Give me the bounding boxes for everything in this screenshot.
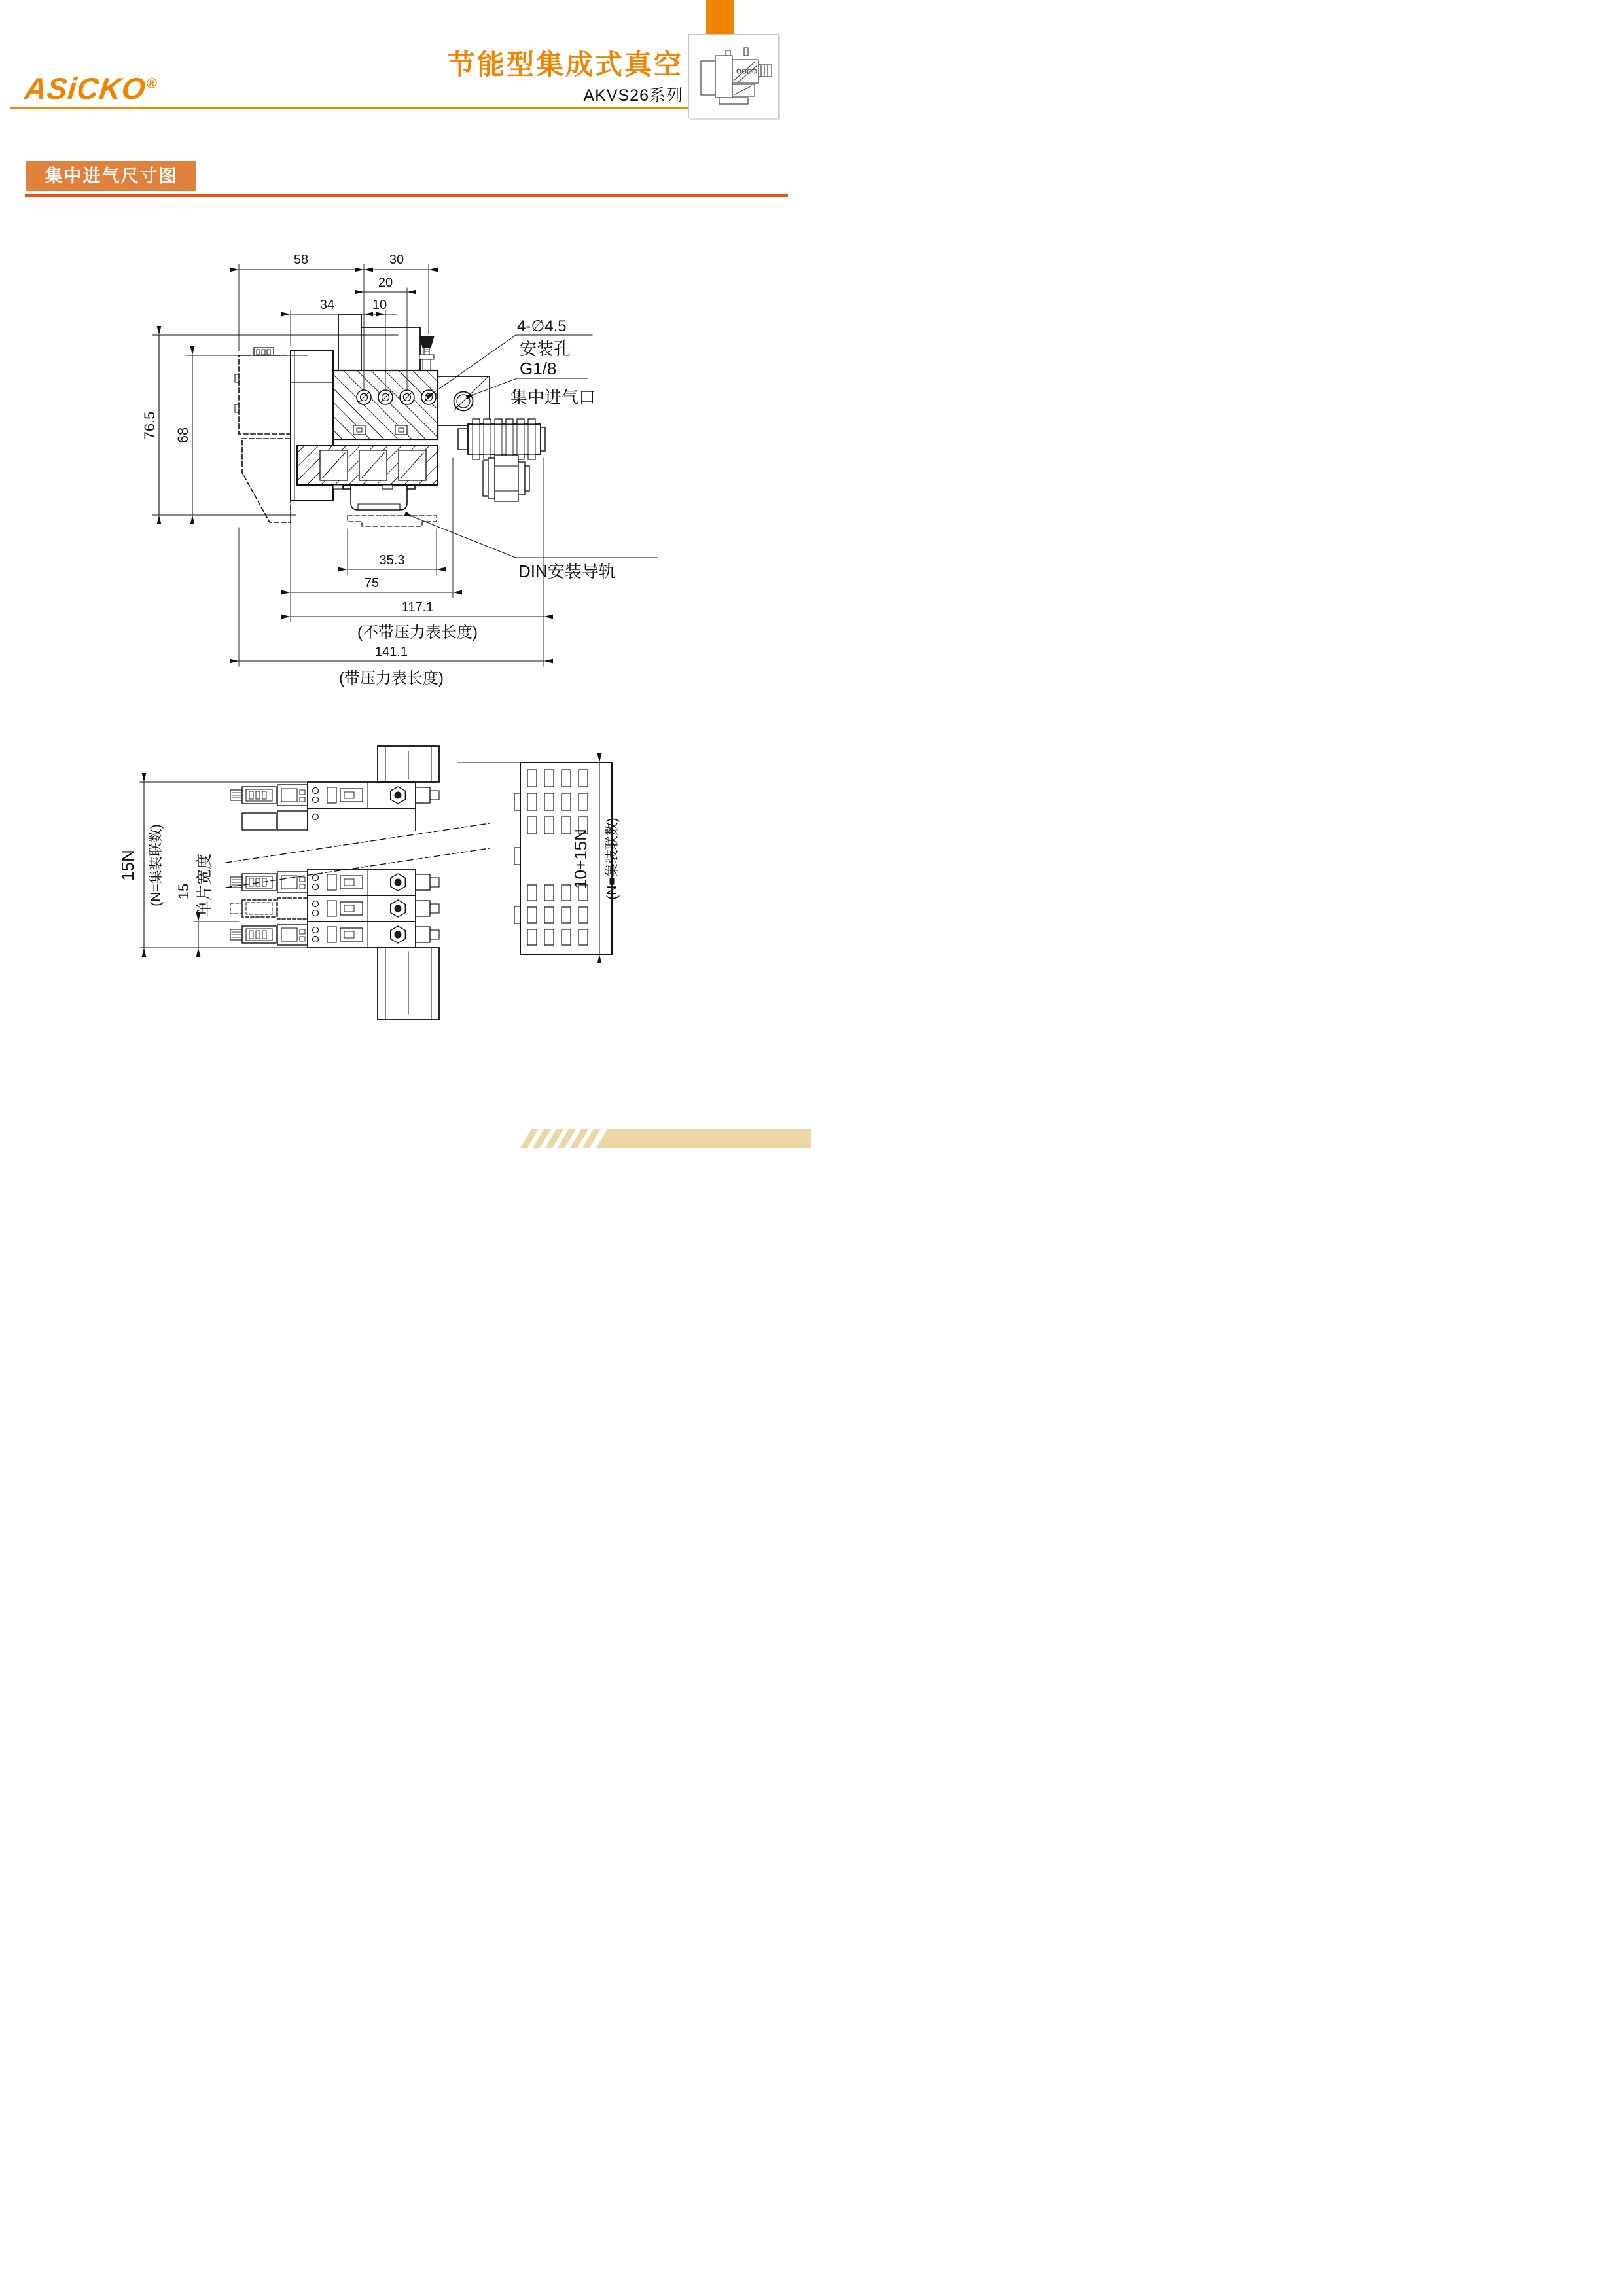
dim-117-1: 117.1 (401, 600, 434, 615)
dim-75: 75 (364, 576, 380, 590)
registered-mark: ® (145, 75, 158, 92)
technical-drawings (0, 0, 812, 1148)
dim-34: 34 (319, 298, 335, 312)
dim-76-5: 76.5 (141, 411, 158, 440)
inlet-port-block (438, 376, 490, 425)
station-row (230, 782, 439, 808)
datasheet-page (0, 0, 812, 1148)
footer-band (596, 1129, 812, 1148)
leader-din-rail (414, 517, 658, 558)
dim-10-15N: 10+15N (571, 829, 590, 889)
push-in-fitting (483, 456, 529, 501)
dim-15: 15 (175, 883, 192, 900)
dim-15-note: 单片宽度 (196, 853, 213, 916)
annotation-mount-hole-spec: 4-∅4.5 (517, 317, 567, 335)
dim-68: 68 (175, 427, 191, 444)
dim-141-1: 141.1 (374, 645, 408, 659)
annotation-inlet-thread: G1/8 (520, 359, 557, 378)
mounting-hole (421, 390, 436, 404)
section-heading: 集中进气尺寸图 (26, 161, 196, 191)
station-row-dashed-connector (230, 895, 439, 922)
mounting-hole (400, 390, 414, 404)
top-blocks (338, 314, 420, 370)
din-rail-top (378, 746, 439, 782)
din-rail-bottom (378, 948, 439, 1020)
silencer-block-top (514, 762, 612, 954)
dim-15N: 15N (118, 850, 137, 881)
silencer (458, 419, 545, 459)
pressure-gauge-module (235, 348, 291, 522)
mounting-hole (357, 390, 371, 404)
note-no-gauge: (不带压力表长度) (357, 624, 478, 641)
series-label: AKVS26系列 (583, 86, 683, 105)
dim-15N-note: (N=集装联数) (149, 824, 164, 906)
station-row-partial (242, 808, 416, 830)
dim-58: 58 (293, 253, 309, 267)
note-with-gauge: (带压力表长度) (339, 670, 444, 687)
dim-35-3: 35.3 (379, 553, 405, 567)
adjust-knob (419, 336, 434, 370)
footer-stripes (520, 1129, 812, 1148)
brand-logo-text: ASiCKO (23, 71, 148, 105)
mounting-hole (378, 390, 393, 404)
station-row (230, 922, 439, 948)
dim-10: 10 (372, 298, 387, 312)
dim-20: 20 (378, 276, 393, 290)
din-clip (343, 485, 415, 510)
drawing2-top-view (118, 746, 620, 1020)
dim-10-15N-note: (N=集装联数) (605, 817, 620, 900)
drawing1-side-view (141, 253, 658, 687)
annotation-mount-hole-label: 安装孔 (520, 339, 571, 359)
station-rows (230, 782, 439, 948)
annotation-inlet-label: 集中进气口 (510, 387, 596, 407)
page-title: 节能型集成式真空 (447, 49, 683, 80)
annotation-din-rail: DIN安装导轨 (518, 562, 616, 581)
dim-30: 30 (389, 253, 404, 267)
lower-body (297, 446, 438, 489)
